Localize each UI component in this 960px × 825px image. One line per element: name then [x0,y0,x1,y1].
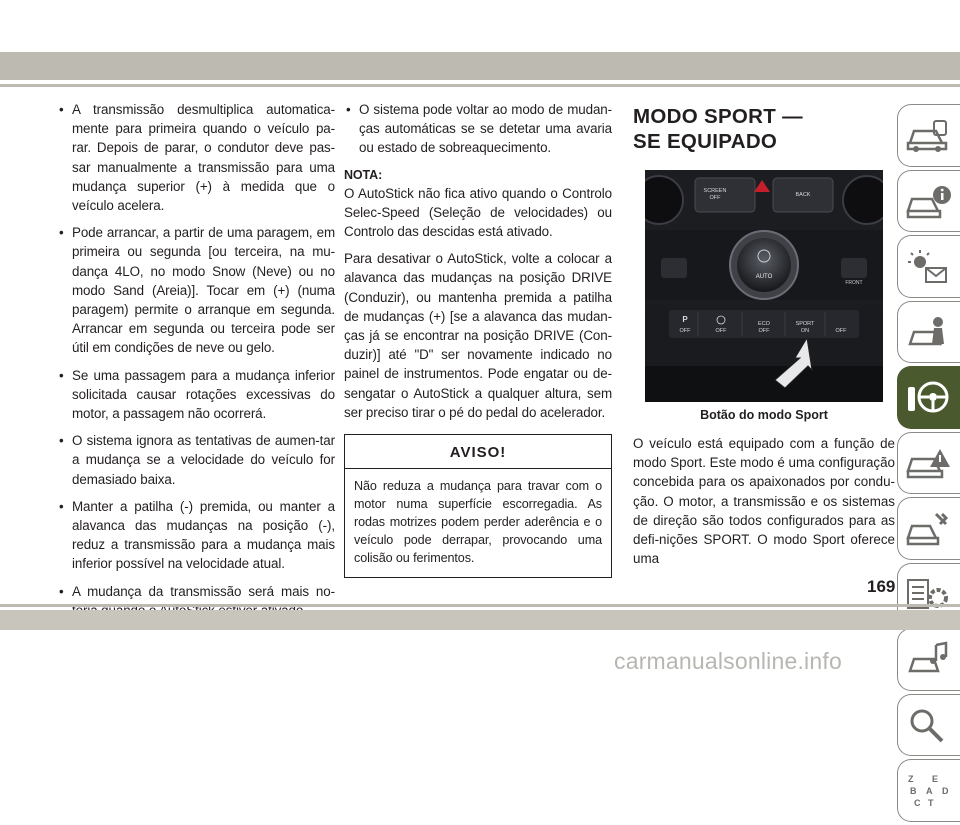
eco-label: ECO [758,321,770,327]
car-safety-icon [906,117,952,155]
bullet-list-middle [344,100,612,158]
list-item: • Se uma passagem para a mudança inferior solicitada causar rotações excessivas do motor, a passagem não ocorrerá. [57,366,335,424]
header-rule [0,84,960,87]
page-number: 169 [867,577,896,596]
tab-car-info[interactable] [897,170,960,233]
sport-mode-paragraph: O veículo está equipado com a função de modo Sport. Este modo é uma configuração concebida para os apaixonados por condu-ção. O motor, a transmissão e os sistemas de direção são todos configurados para as defi-nições SPORT. O modo Sport oferece uma [633,436,896,567]
list-item: • Pode arrancar, a partir de uma paragem, em primeira ou segunda [ou terceira, na mu-dança 4LO, no modo Snow (Neve) ou no modo Sand (Areia)]. Tocar em (+) (numa paragem) permite o arranque em segunda. Arrancar em segunda ou terceira pode ser útil em condições de neve ou gelo. [57,223,335,357]
p-off-label: OFF [679,328,691,334]
note-label: NOTA: [344,167,383,182]
svg-text:C: C [914,798,921,808]
tab-safety[interactable] [897,301,960,364]
tools-car-icon [906,510,952,548]
svg-text:A: A [926,786,933,796]
heading-line-2: SE EQUIPADO [633,130,778,153]
svg-text:B: B [910,786,917,796]
multimedia-icon [906,641,952,679]
tab-car-safety[interactable] [897,104,960,167]
car-info-icon [906,183,952,221]
svg-text:D: D [942,786,949,796]
tab-starting-operating[interactable] [897,366,960,429]
screen-off-label: SCREEN [703,188,727,194]
svg-text:Z: Z [908,774,914,784]
footer-band [0,610,960,630]
bullet-list-left [57,100,335,620]
svg-text:E: E [932,774,939,784]
footer-rule [0,604,960,607]
svg-text:P: P [682,315,688,324]
tab-dashboard-lights[interactable] [897,235,960,298]
list-item: • O sistema pode voltar ao modo de mudan-ças automáticas se se detetar uma avaria ou estado de sobreaquecimento. [344,100,612,158]
specs-gear-icon [906,576,952,614]
tab-emergency[interactable] [897,432,960,495]
hdc-off-label: OFF [835,328,847,334]
back-label: BACK [795,192,811,198]
screen-off-label-2: OFF [709,195,721,201]
header-band [0,52,960,80]
a-off-label: OFF [715,328,727,334]
heading-line-1: MODO SPORT — [633,105,803,128]
safety-person-icon [906,314,952,352]
photo-caption: Botão do modo Sport [700,408,828,422]
section-heading [633,104,803,154]
warning-divider [345,468,611,469]
index-letters-icon [906,772,952,810]
warning-title: AVISO! [449,444,507,462]
search-icon [906,707,952,745]
column-left [57,100,335,628]
column-middle [344,100,612,578]
list-item: • O sistema ignora as tentativas de aumen-tar a mudança se a velocidade do veículo for demasiado baixa. [57,431,335,489]
tab-servicing[interactable] [897,497,960,560]
warning-text: Não reduza a mudança para travar com o motor numa superfície escorregadia. As rodas motrizes podem perder aderência e o veículo pode derrapar, provocando uma colisão ou ferimentos. [354,479,602,566]
auto-label: AUTO [755,274,773,280]
sport-label: SPORT [795,321,815,327]
list-item: • Manter a patilha (-) premida, ou manter a alavanca das mudanças na posição (-), reduz a transmissão para a mudança mais inferior possível na velocidade atual. [57,497,335,574]
list-item: • A transmissão desmultiplica automatica-mente para primeira quando o veículo pa-rar. Depois de parar, o condutor deve pas-sar manualmente a transmissão para uma mudança superior (+) à medida que o veículo acelera. [57,100,335,215]
dashboard-lights-icon [906,248,952,286]
tab-search[interactable] [897,694,960,757]
note-text: O AutoStick não fica ativo quando o Controlo Selec-Speed (Seleção de velocidades) ou Controlo das descidas está ativado. [344,185,612,240]
eco-off-label: OFF [758,328,770,334]
steering-wheel-icon [906,379,952,417]
list-item: • A mudança da transmissão será mais no- [57,582,335,620]
warning-car-icon [906,445,952,483]
tab-index[interactable] [897,759,960,822]
tab-multimedia[interactable] [897,628,960,691]
front-label: FRONT [845,280,863,286]
sport-button-photo [645,170,883,402]
sport-on-label: ON [800,328,810,334]
watermark: carmanualsonline.info [614,648,842,674]
deactivate-paragraph: Para desativar o AutoStick, volte a colocar a alavanca das mudanças na posição DRIVE (Conduzir), ou mantenha premida a patilha de mudanças (+) [se a alavanca das mudan-ças já se encontrar na posição DRIVE (Con-duzir)] até "D" ser novamente indicado no painel de instrumentos. Pode engatar ou de-sengatar o AutoStick a qualquer altura, sem ser preciso tirar o pé do pedal do acelerador. [344,251,612,420]
warning-box [344,434,612,578]
svg-text:T: T [928,798,934,808]
chapter-tabs [897,104,960,825]
